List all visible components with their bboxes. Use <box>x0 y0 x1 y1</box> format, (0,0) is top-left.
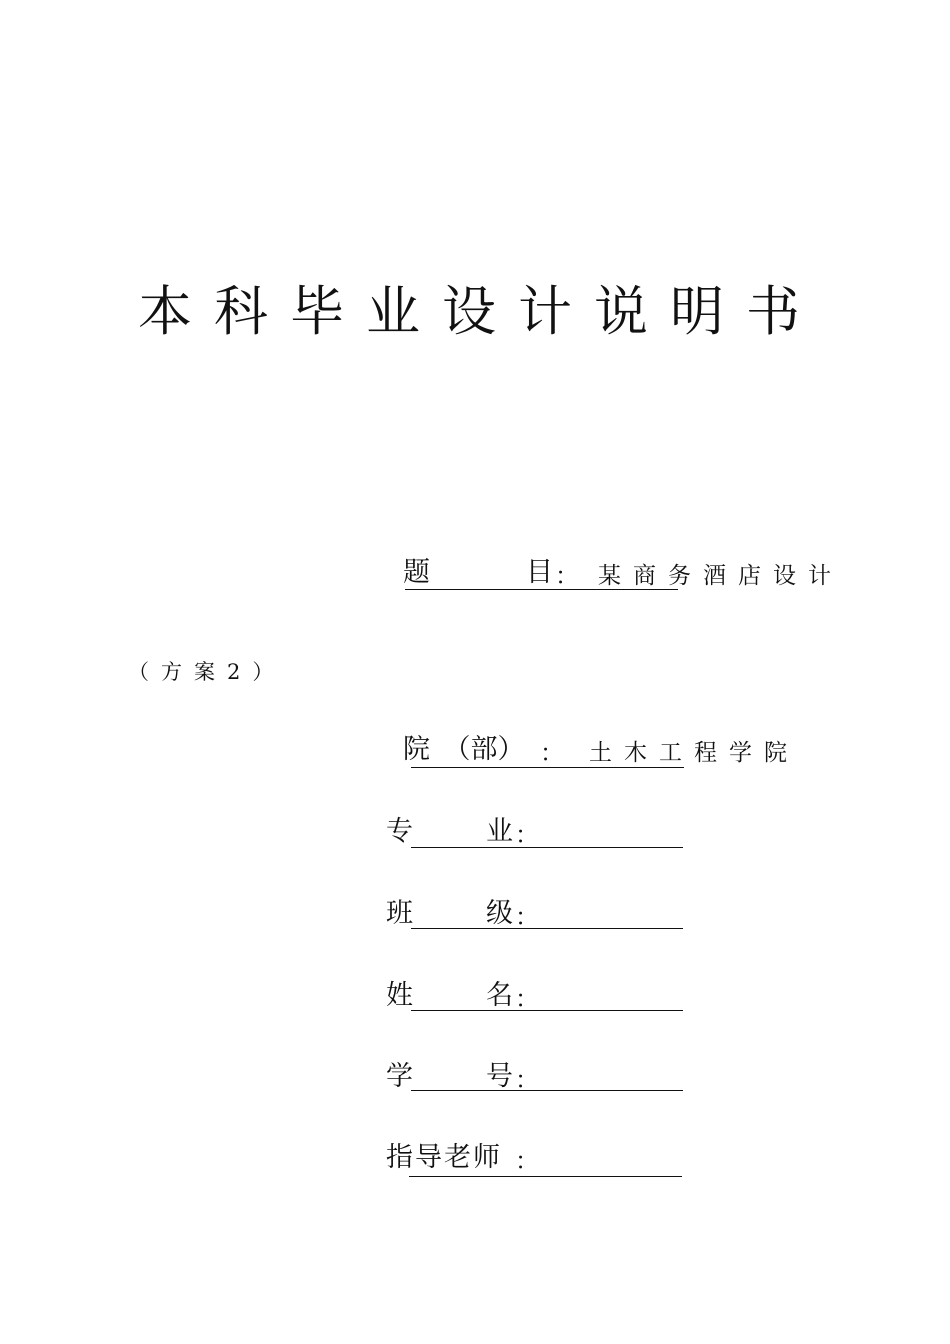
major-label-first-char: 专 <box>386 816 413 847</box>
college-colon: ： <box>540 739 564 767</box>
name-label-second-char: 名 <box>486 980 513 1011</box>
class-colon: ： <box>515 903 539 931</box>
document-title: 本科毕业设计说明书 <box>138 280 822 343</box>
topic-label-first-char: 题 <box>403 557 430 588</box>
class-label-first-char: 班 <box>386 898 413 929</box>
advisor-label: 指导老师 <box>386 1142 502 1173</box>
topic-label-second-char: 目 <box>526 557 553 588</box>
name-colon: ： <box>515 985 539 1013</box>
topic-value-line2: （方案2） <box>128 660 286 684</box>
topic-colon: ： <box>555 562 579 590</box>
advisor-colon: ： <box>515 1147 539 1175</box>
college-label: 院 （部） <box>403 734 525 765</box>
major-colon: ： <box>515 821 539 849</box>
class-label-second-char: 级 <box>486 898 513 929</box>
student-id-label-second-char: 号 <box>486 1061 513 1092</box>
topic-value-line1: 某商务酒店设计 <box>598 563 843 589</box>
class-underline <box>411 928 683 929</box>
college-value: 土木工程学院 <box>589 740 799 766</box>
student-id-colon: ： <box>515 1066 539 1094</box>
name-underline <box>411 1010 683 1011</box>
student-id-label-first-char: 学 <box>386 1061 413 1092</box>
advisor-underline <box>409 1176 682 1177</box>
student-id-underline <box>411 1090 683 1091</box>
major-underline <box>411 847 683 848</box>
name-label-first-char: 姓 <box>386 980 413 1011</box>
major-label-second-char: 业 <box>486 816 513 847</box>
